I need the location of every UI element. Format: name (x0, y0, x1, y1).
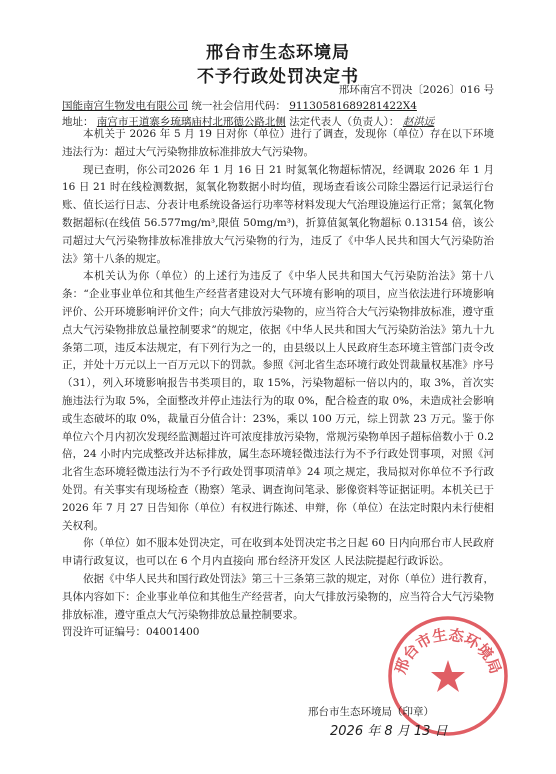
address-label: 地址： (62, 116, 94, 128)
decision-body (62, 126, 494, 642)
credit-code-label: 统一社会信用代码： (191, 100, 286, 112)
rep-name: 赵洪远 (402, 116, 435, 128)
seal-lettering: 邢台市生态环境局 (391, 625, 505, 677)
paragraph-facts: 现已查明，你公司2026 年 1 月 16 日 21 时氮氧化物超标情况，经调取 2026 年 1 月 16 日 21 时在线检测数据，氮氧化物数据小时均值，现场查看该公司除尘器运行记录运行台账、值长运行日志、分表计电系统设备运行功率等材料发现大气治理设施运行正常；氮氧化物数据超标(在线值 56.577mg/m³,限值 50mg/m³)，折算值氮氧化物超标 0.13154 倍，该公司超过大气污染物排放标准排放大气污染物的行为，违反了《中华人民共和国大气污染防治法》第十八条的规定。 (62, 163, 494, 265)
paragraph-legal-basis: 本机关认为你（单位）的上述行为违反了《中华人民共和国大气污染防治法》第十八条：“企业事业单位和其他生产经营者建设对大气环境有影响的项目，应当依法进行环境影响评价、公开环境影响评价文件；向大气排放污染物的，应当符合大气污染物排放标准，遵守重点大气污染物排放总量控制要求”的规定，依据《中华人民共和国大气污染防治法》第九十九条第二项，违反本法规定，有下列行为之一的，由县级以上人民政府生态环境主管部门责令改正，并处十万元以上一百万元以下的罚款。参照《河北省生态环境行政处罚裁量权基准》序号（31），列入环境影响报告书类项目的，取 15%，污染物超标一倍以内的，取 3%，首次实施违法行为取 5%，全面整改并停止违法行为的取 0%，配合检查的取 0%，未造成社会影响或生态破坏的取 0%，裁量百分值合计：23%，乘以 100 万元，综上罚款 23 万元。鉴于你单位六个月内初次发现经监测超过许可浓度排放污染物，常规污染物单因子超标倍数小于 0.2 倍，24 小时内完成整改并达标排放，属生态环境轻微违法行为不予行政处罚事项，对照《河北省生态环境轻微违法行为不予行政处罚事项清单》24 项之规定，我局拟对你单位不予行政处罚。有关事实有现场检查（勘察）笔录、调查询问笔录、影像资料等证据证明。本机关已于 2026 年 7 月 27 日告知你（单位）有权进行陈述、申辩，你（单位）在法定时限内未行使相关权利。 (62, 270, 494, 532)
party-name-row (62, 100, 417, 112)
seal-star-icon (431, 660, 465, 692)
party-address: 南宫市王道寨乡琉璃庙村北邢德公路北侧 (96, 116, 286, 128)
paragraph-education: 依据《中华人民共和国行政处罚法》第三十三条第三款的规定，对你（单位）进行教育，具体内容如下：企业事业单位和其他生产经营者，向大气排放污染物的，应当符合大气污染物排放标准，遵守重点大气污染物排放总量控制要求。 (62, 572, 494, 621)
document-title-line2: 不予行政处罚决定书 (197, 67, 359, 87)
document-number: 邢环南宫不罚决〔2026〕016 号 (338, 84, 494, 96)
credit-code: 91130581689281422X4 (289, 100, 417, 112)
permit-number: 罚没许可证编号：04001400 (62, 626, 200, 639)
rep-label: 法定代表人（负责人）： (289, 116, 400, 128)
signature-date: 2026 年 8 月 13 日 (330, 724, 448, 739)
document-title-line1: 邢台市生态环境局 (206, 43, 350, 63)
paragraph-appeal-rights: 你（单位）如不服本处罚决定，可在收到本处罚决定书之日起 60 日内向邢台市人民政府申请行政复议，也可以在 6 个月内直接向 邢台经济开发区 人民法院提起行政诉讼。 (62, 537, 494, 568)
paragraph-investigation: 本机关于 2026 年 5 月 19 日对你（单位）进行了调查，发现你（单位）存在以下环境违法行为：超过大气污染物排放标准排放大气污染物。 (62, 128, 494, 158)
party-name: 国能南宫生物发电有限公司 (62, 100, 188, 112)
issuing-authority: 邢台市生态环境局（印章） (308, 706, 434, 718)
